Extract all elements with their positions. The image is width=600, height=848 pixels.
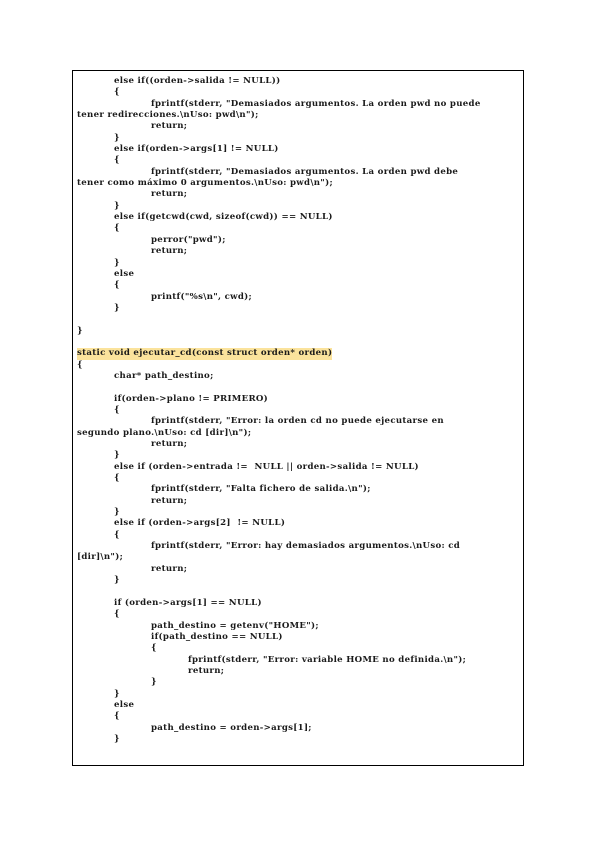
code-line-text: perror("pwd");: [151, 234, 226, 245]
code-line: [77, 518, 517, 529]
code-line-text: if (orden->args[1] == NULL): [114, 597, 262, 608]
code-line-text: fprintf(stderr, "Error: variable HOME no definida.\n");: [188, 654, 467, 665]
code-line-text: static void ejecutar_cd(const struct orden* orden): [77, 348, 333, 359]
code-line-text: if(orden->plano != PRIMERO): [114, 393, 269, 404]
code-line-text: }: [114, 302, 120, 313]
code-line: [77, 621, 517, 632]
code-line: [77, 155, 517, 166]
code-line: [77, 394, 517, 405]
code-line: [77, 269, 517, 280]
code-line: [77, 178, 517, 189]
code-line: [77, 473, 517, 484]
code-line: [77, 337, 517, 348]
code-line-text: {: [114, 155, 120, 166]
code-line: [77, 223, 517, 234]
code-line-text: return;: [151, 121, 188, 132]
code-line: [77, 87, 517, 98]
code-line-text: else if(orden->args[1] != NULL): [114, 144, 279, 155]
code-line-text: }: [114, 200, 120, 211]
code-line-text: {: [114, 404, 120, 415]
code-line: [77, 689, 517, 700]
code-line-text: return;: [151, 563, 188, 574]
code-line-text: fprintf(stderr, "Demasiados argumentos. La orden pwd no puede: [151, 98, 481, 109]
code-line: [77, 416, 517, 427]
code-line-text: [dir]\n");: [77, 552, 124, 563]
code-line-text: }: [151, 677, 157, 688]
code-line: [77, 314, 517, 325]
code-line: [77, 292, 517, 303]
code-line-text: {: [151, 643, 157, 654]
code-line-text: char* path_destino;: [114, 370, 214, 381]
code-block: [77, 76, 517, 745]
code-line: [77, 382, 517, 393]
code-line-text: fprintf(stderr, "Error: la orden cd no puede ejecutarse en: [151, 416, 444, 427]
code-line: [77, 212, 517, 223]
code-line-text: fprintf(stderr, "Falta fichero de salida.\n");: [151, 484, 371, 495]
code-line: [77, 371, 517, 382]
code-line-text: {: [77, 359, 83, 370]
code-line: [77, 462, 517, 473]
code-line-text: }: [114, 450, 120, 461]
code-line-text: else if((orden->salida != NULL)): [114, 76, 281, 86]
code-line: [77, 144, 517, 155]
code-line: [77, 167, 517, 178]
code-line: [77, 133, 517, 144]
code-line-text: tener redirecciones.\nUso: pwd\n");: [77, 110, 259, 121]
code-line: [77, 360, 517, 371]
code-line: [77, 666, 517, 677]
code-line-text: }: [114, 507, 120, 518]
code-line: [77, 655, 517, 666]
code-line-text: {: [114, 711, 120, 722]
code-line-text: tener como máximo 0 argumentos.\nUso: pwd\n");: [77, 178, 333, 189]
code-line: [77, 632, 517, 643]
code-line-text: return;: [151, 439, 188, 449]
code-line: [77, 643, 517, 654]
code-line: [77, 530, 517, 541]
code-line-text: }: [114, 575, 120, 586]
code-line: [77, 405, 517, 416]
code-line: [77, 734, 517, 745]
code-line: [77, 484, 517, 495]
code-line: [77, 428, 517, 439]
code-line: [77, 723, 517, 734]
code-line: [77, 235, 517, 246]
code-line-text: path_destino = orden->args[1];: [151, 722, 312, 733]
code-line: [77, 496, 517, 507]
code-line-text: else: [114, 268, 135, 279]
code-line: [77, 609, 517, 620]
code-line: [77, 303, 517, 314]
code-line-text: return;: [151, 246, 188, 257]
code-line: [77, 507, 517, 518]
code-line-text: {: [114, 529, 120, 540]
code-line-text: {: [114, 280, 120, 291]
code-line: [77, 598, 517, 609]
code-line: [77, 564, 517, 575]
code-line-text: {: [114, 87, 120, 98]
code-line-text: }: [114, 688, 120, 699]
code-line-text: if(path_destino == NULL): [151, 631, 283, 642]
code-line: [77, 552, 517, 563]
code-line: [77, 586, 517, 597]
code-line: [77, 711, 517, 722]
code-line-text: {: [114, 609, 120, 620]
code-line: [77, 700, 517, 711]
code-line: [77, 575, 517, 586]
code-line-text: return;: [151, 495, 188, 506]
code-line-text: else if(getcwd(cwd, sizeof(cwd)) == NULL): [114, 212, 333, 223]
highlighted-code-line: [77, 348, 517, 359]
code-line: [77, 258, 517, 269]
code-line-text: return;: [151, 189, 188, 200]
code-line-text: {: [114, 473, 120, 484]
code-line-text: else if (orden->entrada != NULL || orden->salida != NULL): [114, 461, 419, 472]
code-line-text: return;: [188, 665, 225, 676]
code-line-text: fprintf(stderr, "Demasiados argumentos. La orden pwd debe: [151, 166, 459, 177]
code-line-text: }: [114, 257, 120, 268]
code-line-text: else if (orden->args[2] != NULL): [114, 518, 286, 529]
code-line-text: path_destino = getenv("HOME");: [151, 620, 319, 631]
code-line-text: }: [114, 132, 120, 143]
code-line: [77, 450, 517, 461]
code-line-text: else: [114, 699, 135, 710]
code-line-text: printf("%s\n", cwd);: [151, 291, 252, 302]
code-line: [77, 76, 517, 87]
code-line: [77, 189, 517, 200]
code-line-text: segundo plano.\nUso: cd [dir]\n");: [77, 427, 252, 438]
code-line: [77, 201, 517, 212]
code-line-text: fprintf(stderr, "Error: hay demasiados argumentos.\nUso: cd: [151, 541, 461, 552]
code-line-text: }: [77, 325, 83, 336]
code-line-text: }: [114, 733, 120, 744]
code-line: [77, 121, 517, 132]
code-line: [77, 99, 517, 110]
code-line: [77, 541, 517, 552]
code-line: [77, 677, 517, 688]
code-line-text: {: [114, 223, 120, 234]
code-line: [77, 326, 517, 337]
code-line: [77, 280, 517, 291]
code-line: [77, 246, 517, 257]
code-line: [77, 439, 517, 450]
code-line: [77, 110, 517, 121]
